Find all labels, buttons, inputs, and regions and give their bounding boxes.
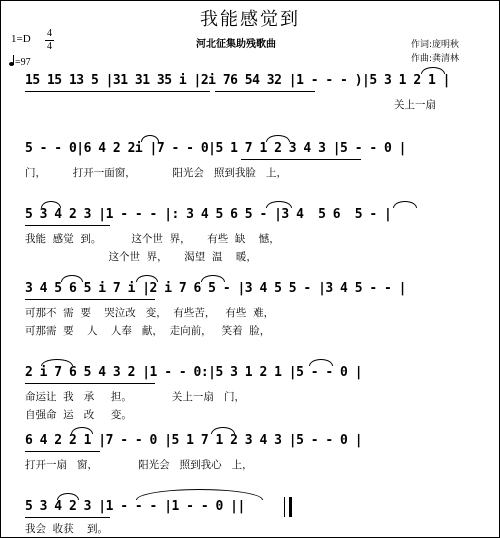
underline-r4 [25,299,155,300]
music-row-6: 6 4 2 2 1 |7 - - 0 |5 1 7 1 2 3 4 3 |5 - - 0 | [25,433,363,448]
underline-r1 [25,91,210,92]
underline-r1b [215,91,315,92]
lyrics-row-3b: 这个世 界， 渴望 温 暖， [25,251,257,263]
key-signature: 1=D [11,33,31,45]
underline-r5 [25,383,155,384]
slur-r4b [136,275,158,282]
slur-r4c [201,275,225,282]
slur-r2b [266,135,290,142]
slur-r6a [71,427,93,434]
lyrics-row-3a: 我能 感觉 到。 这个世 界， 有些 缺 憾， [25,233,280,245]
lyrics-row-5b: 自强命 运 改 变。 [25,409,132,421]
slur-r7-tie [136,489,263,500]
lyrics-row-7: 我会 收获 到。 [25,523,109,535]
music-row-1: 15 15 13 5 |31 31 35 i |2i 76 54 32 |1 - - - )|5 3 1 2 1 | [25,73,450,88]
slur-r5a [41,359,73,366]
underline-r3 [25,225,110,226]
lyrics-row-4b: 可那需 要 人 人奉 献， 走向前， 笑着 脸， [25,325,271,337]
slur-r3c [393,201,417,208]
slur-r3b [266,201,292,208]
lyrics-row-2: 门， 打开一面窗， 阳光会 照到我脸 上， [25,167,287,179]
lyrics-row-4a: 可那不 需 要 哭泣改 变， 有些苦， 有些 难， [25,307,275,319]
slur-r4a [61,275,83,282]
underline-r2 [241,159,361,160]
slur-r6b [211,427,235,434]
music-row-3: 5 3 4 2 3 |1 - - - |: 3 4 5 6 5 - |3 4 5 6 5 - | [25,207,392,222]
music-row-2: 5 - - 0|6 4 2 2i |7 - - 0|5 1 7 1 2 3 4 3 |5 - - 0 | [25,141,406,156]
music-row-7: 5 3 4 2 3 |1 - - - |1 - - 0 || [25,499,245,514]
final-barline [289,497,292,517]
lyrics-row-6: 打开一扇 窗， 阳光会 照到我心 上， [25,459,253,471]
slur-r3a [41,201,61,208]
quarter-note-icon [9,62,14,66]
time-signature-bottom: 4 [47,41,52,52]
slur-r2a [141,135,159,142]
slur-r7a [57,493,79,500]
slur-r5b [309,359,333,366]
tempo-marking [9,57,31,68]
time-signature-top: 4 [47,28,52,39]
lyricist-credit: 作词:庞明秋 [411,40,460,50]
composer-credit: 作曲:龚清林 [411,54,460,64]
underline-r6 [25,451,100,452]
page-title: 我能感觉到 [200,9,300,30]
lyrics-row-1: 关上一扇 [394,99,436,111]
lyrics-row-5a: 命运让 我 承 担。 关上一扇 门， [25,391,245,403]
final-barline-thin [284,497,285,517]
underline-r7 [25,517,110,518]
tempo-value: =97 [15,57,31,68]
slur-r1 [421,67,445,74]
music-row-4: 3 4 5 6 5 i 7 i |2 i 7 6 5 - |3 4 5 5 - |3 4 5 - - | [25,281,406,296]
subtitle: 河北征集助残歌曲 [196,39,276,50]
music-row-5: 2 i 7 6 5 4 3 2 |1 - - 0:|5 3 1 2 1 |5 - - 0 | [25,365,363,380]
